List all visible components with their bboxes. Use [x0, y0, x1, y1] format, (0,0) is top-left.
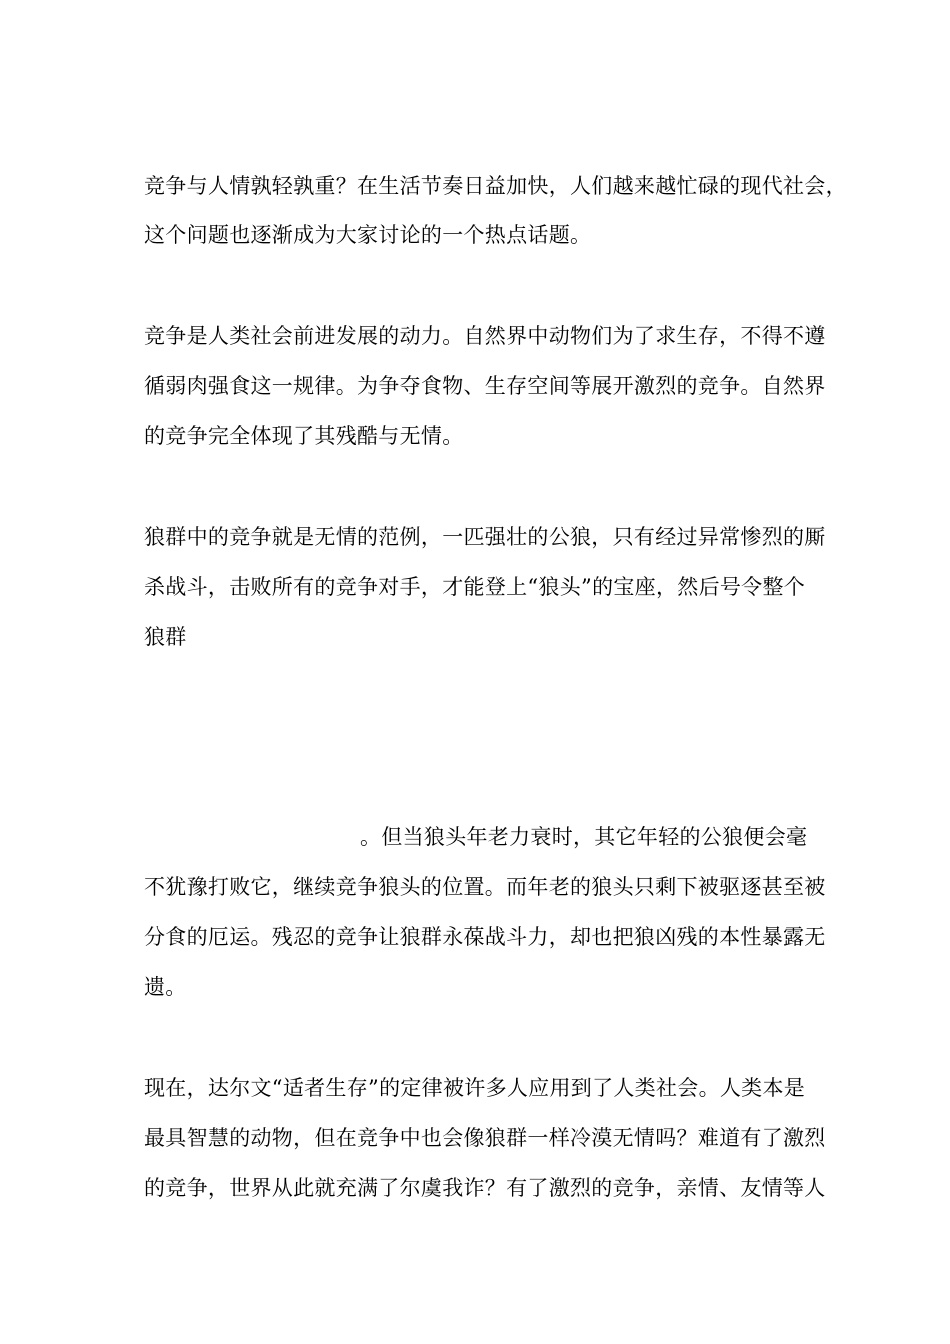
text-line: 遗。: [144, 975, 187, 999]
text-line: 现在，达尔文“适者生存”的定律被许多人应用到了人类社会。人类本是: [144, 1076, 806, 1100]
text-line: 的竞争，世界从此就充满了尔虞我诈？有了激烈的竞争，亲情、友情等人: [144, 1176, 826, 1200]
text-line: 竞争与人情孰轻孰重？在生活节奏日益加快，人们越来越忙碌的现代社会，: [144, 174, 847, 198]
text-line: 竞争是人类社会前进发展的动力。自然界中动物们为了求生存，不得不遵: [144, 324, 826, 348]
text-line: 这个问题也逐渐成为大家讨论的一个热点话题。: [144, 223, 592, 247]
text-line: 分食的厄运。残忍的竞争让狼群永葆战斗力，却也把狼凶残的本性暴露无: [144, 925, 826, 949]
text-line: 狼群: [144, 625, 187, 649]
text-line: 杀战斗，击败所有的竞争对手，才能登上“狼头”的宝座，然后号令整个: [144, 575, 806, 599]
text-line: 不犹豫打败它，继续竞争狼头的位置。而年老的狼头只剩下被驱逐甚至被: [144, 875, 826, 899]
text-line: 最具智慧的动物，但在竞争中也会像狼群一样冷漠无情吗？难道有了激烈: [144, 1126, 826, 1150]
text-line: 。但当狼头年老力衰时，其它年轻的公狼便会毫: [360, 825, 808, 849]
text-line: 的竞争完全体现了其残酷与无情。: [144, 424, 464, 448]
text-line: 循弱肉强食这一规律。为争夺食物、生存空间等展开激烈的竞争。自然界: [144, 374, 826, 398]
text-line: 狼群中的竞争就是无情的范例，一匹强壮的公狼，只有经过异常惨烈的厮: [144, 525, 826, 549]
